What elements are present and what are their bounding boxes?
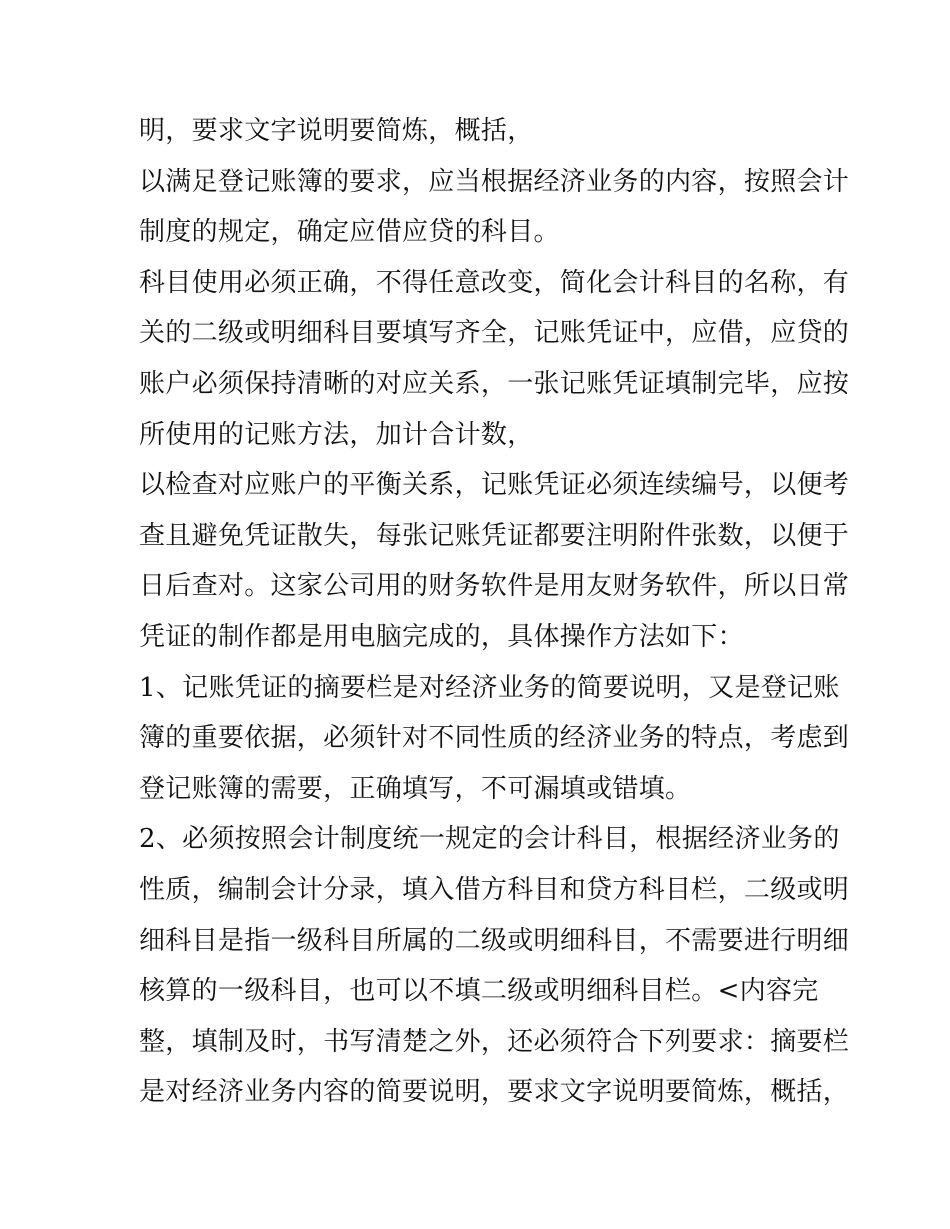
text-line: 2、必须按照会计制度统一规定的会计科目，根据经济业务的 [139,824,840,855]
text-line: 制度的规定，确定应借应贷的科目。 [139,217,560,248]
text-line: 凭证的制作都是用电脑完成的，具体操作方法如下： [139,621,744,652]
text-line: 所使用的记账方法，加计合计数， [139,419,534,450]
text-line: 以检查对应账户的平衡关系，记账凭证必须连续编号，以便考 [139,470,850,501]
text-line: 查且避免凭证散失，每张记账凭证都要注明附件张数，以便于 [139,520,850,551]
text-line: 以满足登记账簿的要求，应当根据经济业务的内容，按照会计 [139,166,850,197]
text-line: 账户必须保持清晰的对应关系，一张记账凭证填制完毕，应按 [139,368,850,399]
text-line: 登记账簿的需要，正确填写，不可漏填或错填。 [139,773,692,804]
document-body [139,106,850,1118]
text-line: 1、记账凭证的摘要栏是对经济业务的简要说明，又是登记账 [139,672,840,703]
text-line: 细科目是指一级科目所属的二级或明细科目，不需要进行明细 [139,925,850,956]
text-line: 是对经济业务内容的简要说明，要求文字说明要简炼，概括， [139,1077,850,1108]
text-line: 性质，编制会计分录，填入借方科目和贷方科目栏，二级或明 [139,874,850,905]
text-line: 明，要求文字说明要简炼，概括， [139,116,534,146]
text-line: 关的二级或明细科目要填写齐全，记账凭证中，应借，应贷的 [139,318,850,349]
text-line: 簿的重要依据，必须针对不同性质的经济业务的特点，考虑到 [139,723,850,754]
text-line: 日后查对。这家公司用的财务软件是用友财务软件，所以日常 [139,571,850,602]
text-line: 核算的一级科目，也可以不填二级或明细科目栏。<内容完 [139,976,819,1007]
text-line: 整，填制及时，书写清楚之外，还必须符合下列要求：摘要栏 [139,1026,850,1057]
text-line: 科目使用必须正确，不得任意改变，简化会计科目的名称，有 [139,267,850,298]
